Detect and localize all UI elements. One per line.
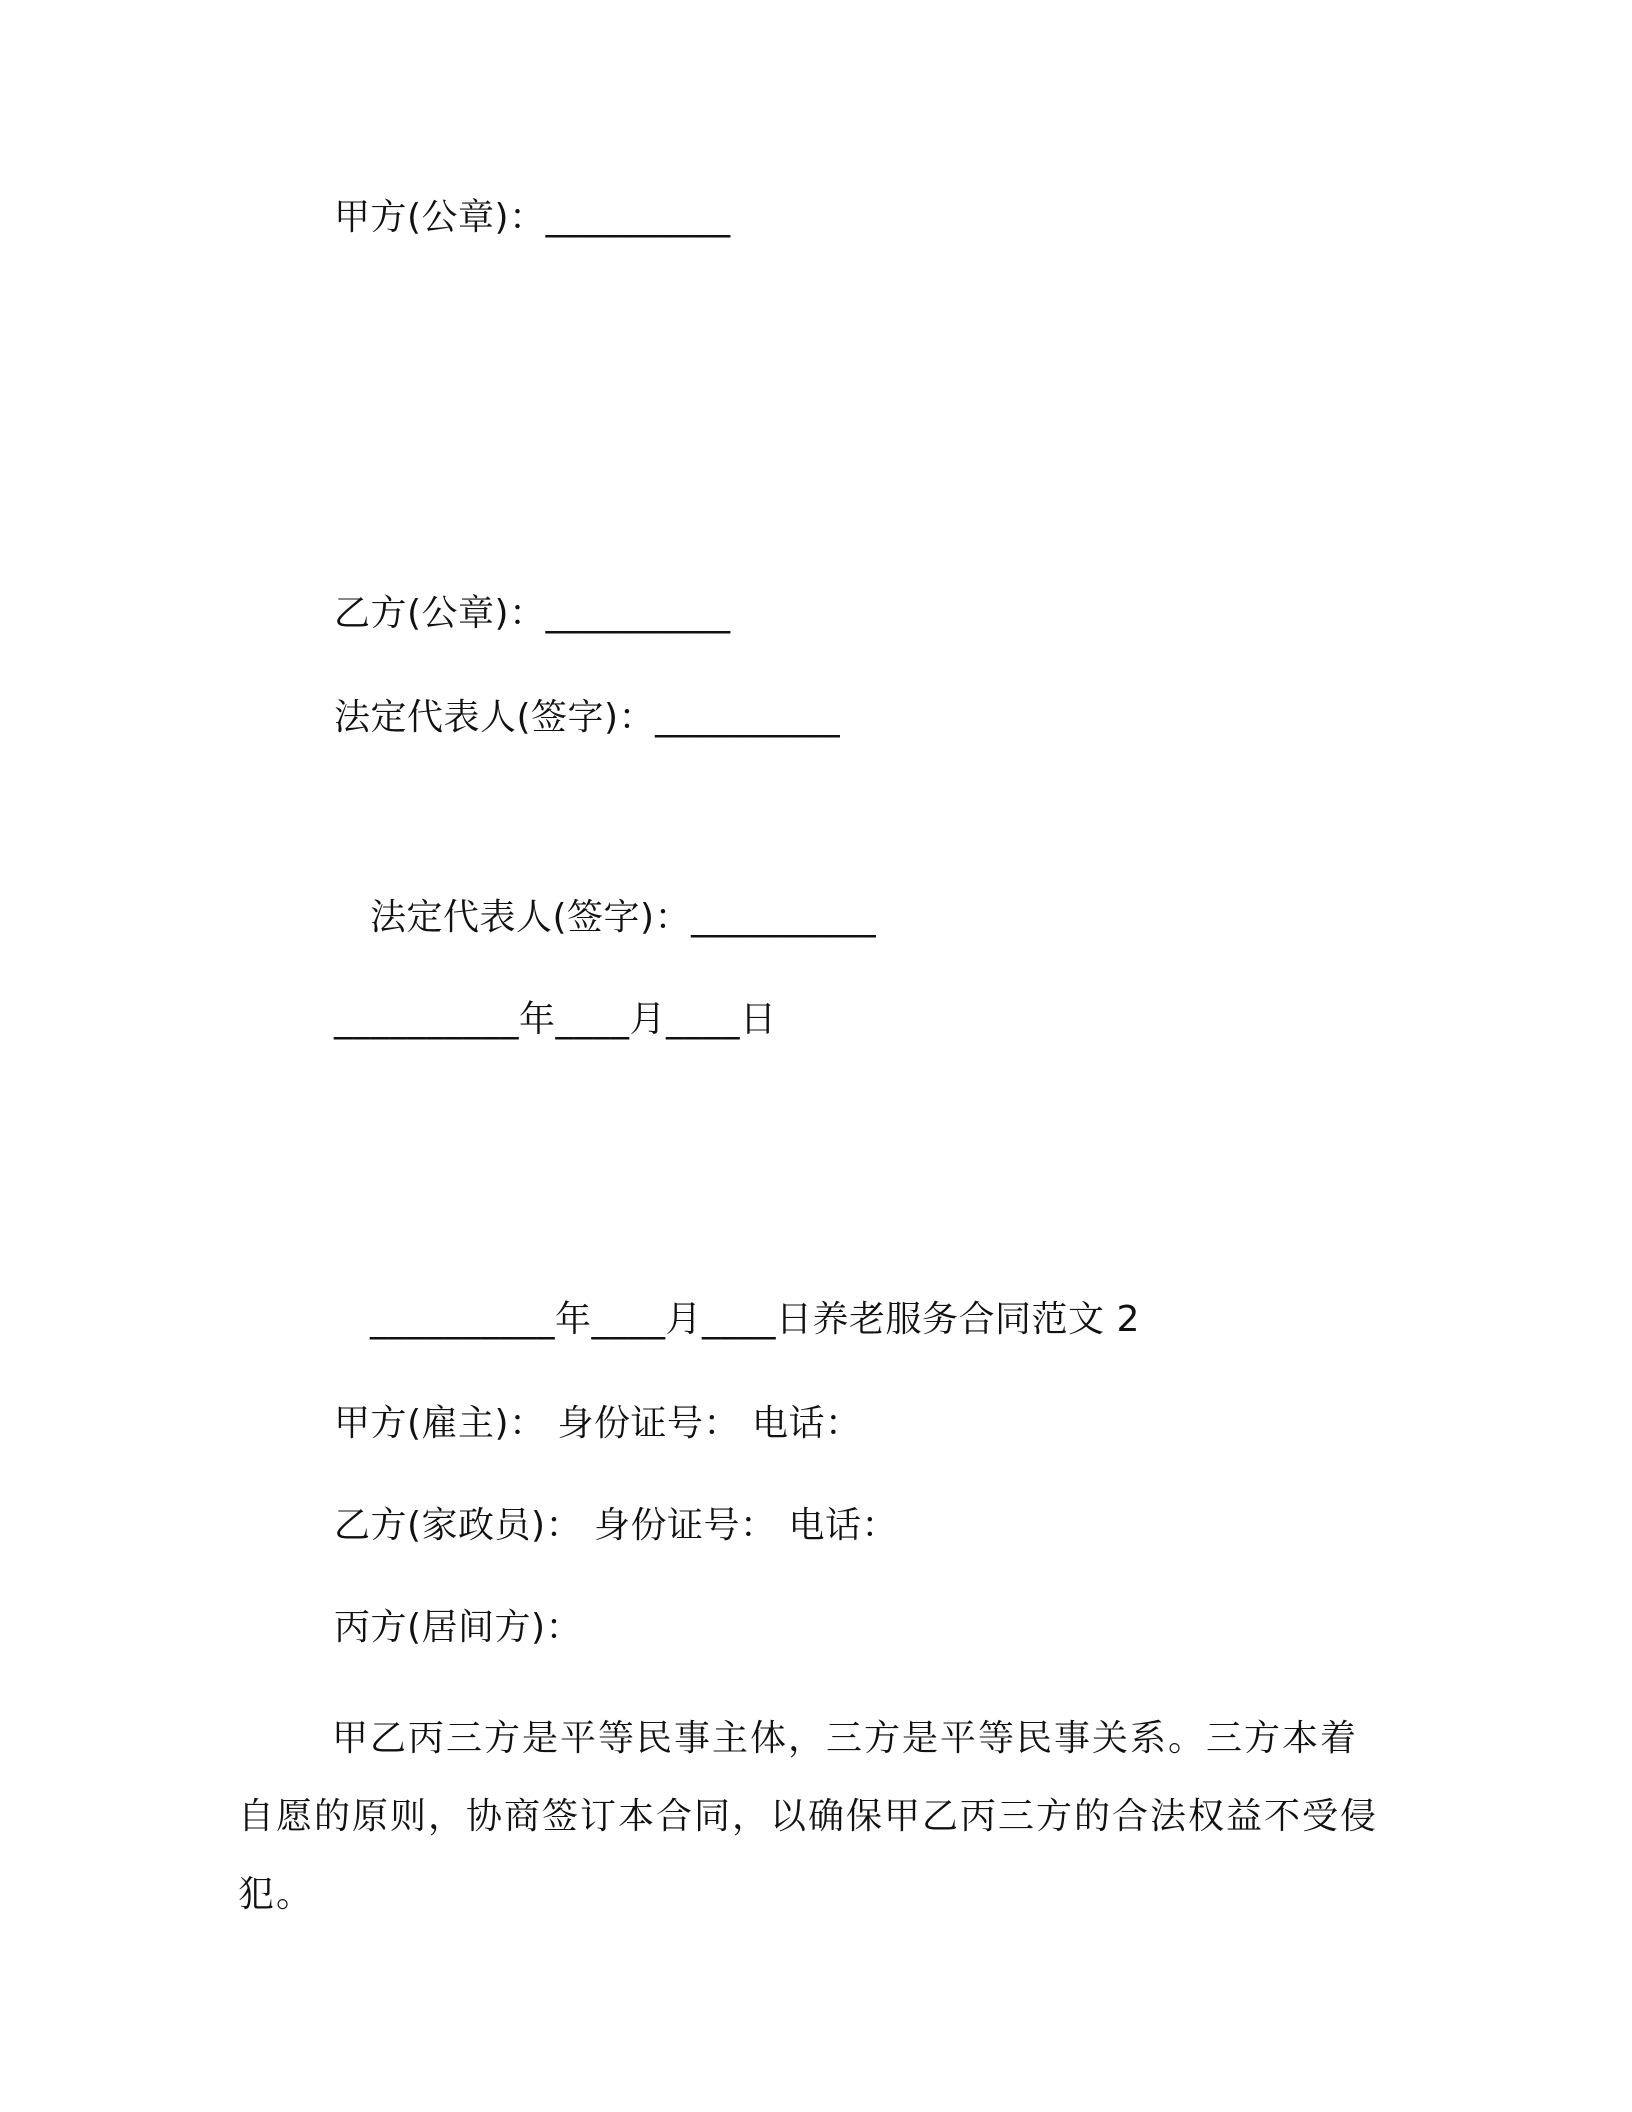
contract-title-line: __________年____月____日养老服务合同范文 2 [370,1299,1140,1340]
party-b-seal-line: 乙方(公章)：__________ [334,593,731,634]
party-b-domestic-worker-line: 乙方(家政员)： 身份证号： 电话： [334,1505,898,1546]
party-c-intermediary-line: 丙方(居间方)： [334,1607,583,1648]
date-line: __________年____月____日 [334,999,777,1040]
party-a-employer-line: 甲方(雇主)： 身份证号： 电话： [334,1403,862,1444]
intro-paragraph: 甲乙丙三方是平等民事主体，三方是平等民事关系。三方本着自愿的原则，协商签订本合同，以确保甲乙丙三方的合法权益不受侵犯。 [238,1718,1379,1915]
legal-representative-line-1: 法定代表人(签字)：__________ [334,697,841,738]
legal-representative-line-2: 法定代表人(签字)：__________ [370,897,877,938]
party-a-seal-line: 甲方(公章)：__________ [334,197,731,238]
